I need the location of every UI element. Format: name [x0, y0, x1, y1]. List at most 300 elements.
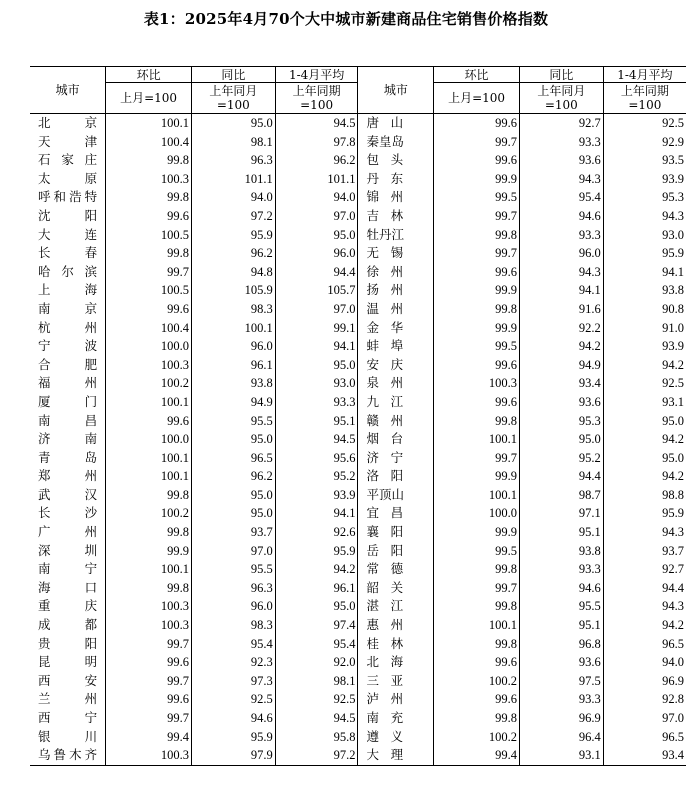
table-row — [30, 746, 686, 765]
avg-cell-left: 92.5 — [275, 690, 358, 709]
table-row — [30, 690, 686, 709]
mom-cell-right: 99.9 — [434, 170, 520, 189]
mom-cell-left: 99.6 — [106, 207, 192, 226]
city-cell-right: 金华 — [358, 319, 434, 338]
table-row — [30, 597, 686, 616]
table-row — [30, 486, 686, 505]
mom-cell-left: 100.5 — [106, 226, 192, 245]
avg-cell-right: 97.0 — [603, 709, 686, 728]
avg-cell-right: 96.5 — [603, 635, 686, 654]
yoy-cell-right: 93.3 — [519, 133, 603, 152]
table-row — [30, 151, 686, 170]
mom-cell-right: 99.8 — [434, 300, 520, 319]
city-cell-left: 西安 — [38, 672, 98, 688]
yoy-cell-right: 95.5 — [519, 597, 603, 616]
yoy-cell-right: 97.1 — [519, 504, 603, 523]
mom-cell-left: 99.7 — [106, 672, 192, 691]
mom-cell-right: 99.7 — [434, 449, 520, 468]
mom-cell-left: 100.1 — [106, 393, 192, 412]
city-cell-left: 郑州 — [38, 468, 98, 484]
table-row — [30, 226, 686, 245]
mom-cell-left: 100.1 — [106, 560, 192, 579]
header-avg-right: 1-4月平均 — [603, 67, 686, 83]
yoy-cell-right: 96.9 — [519, 709, 603, 728]
city-cell-right: 襄阳 — [358, 523, 434, 542]
yoy-cell-left: 95.0 — [191, 114, 275, 133]
avg-cell-left: 93.9 — [275, 486, 358, 505]
city-cell-left: 兰州 — [38, 691, 98, 707]
mom-cell-left: 100.0 — [106, 337, 192, 356]
city-cell-right: 惠州 — [358, 616, 434, 635]
mom-cell-right: 99.9 — [434, 319, 520, 338]
yoy-cell-right: 94.4 — [519, 467, 603, 486]
mom-cell-left: 99.7 — [106, 709, 192, 728]
yoy-cell-right: 95.1 — [519, 523, 603, 542]
mom-cell-right: 99.9 — [434, 281, 520, 300]
city-cell-right: 蚌埠 — [358, 337, 434, 356]
mom-cell-right: 99.8 — [434, 412, 520, 431]
mom-cell-left: 99.8 — [106, 188, 192, 207]
yoy-cell-left: 97.0 — [191, 542, 275, 561]
avg-cell-left: 97.8 — [275, 133, 358, 152]
yoy-cell-left: 96.2 — [191, 244, 275, 263]
city-cell-right: 三亚 — [358, 672, 434, 691]
avg-cell-left: 97.4 — [275, 616, 358, 635]
yoy-cell-right: 94.3 — [519, 170, 603, 189]
city-cell-left: 杭州 — [38, 319, 98, 335]
avg-cell-left: 95.0 — [275, 356, 358, 375]
city-cell-right: 常德 — [358, 560, 434, 579]
yoy-cell-right: 93.3 — [519, 560, 603, 579]
avg-cell-right: 92.7 — [603, 560, 686, 579]
city-cell-left: 武汉 — [38, 486, 98, 502]
city-cell-right: 北海 — [358, 653, 434, 672]
avg-cell-right: 92.5 — [603, 114, 686, 133]
city-cell-left: 合肥 — [38, 356, 98, 372]
avg-cell-right: 94.4 — [603, 579, 686, 598]
city-cell-left: 石家庄 — [38, 152, 98, 168]
avg-cell-left: 94.2 — [275, 560, 358, 579]
yoy-cell-right: 94.1 — [519, 281, 603, 300]
mom-cell-left: 100.4 — [106, 133, 192, 152]
avg-cell-right: 92.8 — [603, 690, 686, 709]
city-cell-right: 济宁 — [358, 449, 434, 468]
mom-cell-right: 99.5 — [434, 337, 520, 356]
table-row — [30, 300, 686, 319]
table-row — [30, 709, 686, 728]
avg-cell-left: 98.1 — [275, 672, 358, 691]
mom-cell-right: 99.5 — [434, 542, 520, 561]
yoy-cell-left: 98.3 — [191, 616, 275, 635]
table-row — [30, 504, 686, 523]
yoy-cell-left: 101.1 — [191, 170, 275, 189]
yoy-cell-right: 93.8 — [519, 542, 603, 561]
city-cell-right: 安庆 — [358, 356, 434, 375]
yoy-cell-left: 98.3 — [191, 300, 275, 319]
yoy-cell-right: 94.6 — [519, 207, 603, 226]
table-row — [30, 523, 686, 542]
city-cell-left: 福州 — [38, 375, 98, 391]
yoy-cell-left: 96.2 — [191, 467, 275, 486]
avg-cell-right: 93.7 — [603, 542, 686, 561]
mom-cell-right: 99.6 — [434, 114, 520, 133]
mom-cell-right: 99.7 — [434, 244, 520, 263]
avg-cell-right: 94.2 — [603, 467, 686, 486]
table-row — [30, 467, 686, 486]
mom-cell-left: 99.8 — [106, 486, 192, 505]
yoy-cell-right: 94.2 — [519, 337, 603, 356]
city-cell-right: 牡丹江 — [358, 226, 434, 245]
mom-cell-left: 100.1 — [106, 114, 192, 133]
table-row — [30, 170, 686, 189]
mom-cell-left: 99.6 — [106, 653, 192, 672]
city-cell-left: 青岛 — [38, 449, 98, 465]
avg-cell-right: 94.3 — [603, 597, 686, 616]
yoy-cell-left: 100.1 — [191, 319, 275, 338]
city-cell-right: 吉林 — [358, 207, 434, 226]
yoy-cell-left: 96.3 — [191, 579, 275, 598]
city-cell-left: 太原 — [38, 170, 98, 186]
mom-cell-left: 100.5 — [106, 281, 192, 300]
mom-cell-right: 99.6 — [434, 356, 520, 375]
avg-cell-right: 98.8 — [603, 486, 686, 505]
table-row — [30, 374, 686, 393]
mom-cell-left: 99.7 — [106, 263, 192, 282]
avg-cell-left: 94.1 — [275, 337, 358, 356]
yoy-cell-right: 91.6 — [519, 300, 603, 319]
mom-cell-left: 99.8 — [106, 523, 192, 542]
mom-cell-left: 100.3 — [106, 170, 192, 189]
city-cell-left: 南昌 — [38, 412, 98, 428]
mom-cell-right: 100.2 — [434, 672, 520, 691]
city-cell-right: 大理 — [358, 746, 434, 765]
city-cell-right: 扬州 — [358, 281, 434, 300]
header-yoy-right: 同比 — [519, 67, 603, 83]
mom-cell-right: 99.7 — [434, 207, 520, 226]
yoy-cell-right: 98.7 — [519, 486, 603, 505]
avg-cell-left: 95.0 — [275, 226, 358, 245]
city-cell-right: 岳阳 — [358, 542, 434, 561]
table-row — [30, 337, 686, 356]
avg-cell-left: 101.1 — [275, 170, 358, 189]
yoy-cell-left: 95.5 — [191, 560, 275, 579]
header-yoy-left: 同比 — [191, 67, 275, 83]
table-row — [30, 263, 686, 282]
mom-cell-right: 99.9 — [434, 523, 520, 542]
mom-cell-left: 100.1 — [106, 467, 192, 486]
avg-cell-right: 93.5 — [603, 151, 686, 170]
avg-cell-left: 92.6 — [275, 523, 358, 542]
yoy-cell-left: 95.4 — [191, 635, 275, 654]
city-cell-right: 包头 — [358, 151, 434, 170]
avg-cell-left: 97.0 — [275, 207, 358, 226]
table-row — [30, 728, 686, 747]
mom-cell-right: 99.6 — [434, 263, 520, 282]
city-cell-right: 泸州 — [358, 690, 434, 709]
avg-cell-left: 94.5 — [275, 114, 358, 133]
mom-cell-right: 99.6 — [434, 653, 520, 672]
mom-cell-right: 100.0 — [434, 504, 520, 523]
mom-cell-right: 99.8 — [434, 635, 520, 654]
mom-cell-left: 100.3 — [106, 356, 192, 375]
yoy-cell-left: 95.5 — [191, 412, 275, 431]
city-cell-left: 厦门 — [38, 393, 98, 409]
mom-cell-left: 99.6 — [106, 300, 192, 319]
table-row — [30, 393, 686, 412]
yoy-cell-right: 94.9 — [519, 356, 603, 375]
yoy-cell-right: 95.2 — [519, 449, 603, 468]
city-cell-right: 秦皇岛 — [358, 133, 434, 152]
avg-cell-left: 95.9 — [275, 542, 358, 561]
avg-cell-left: 92.0 — [275, 653, 358, 672]
city-cell-left: 济南 — [38, 431, 98, 447]
mom-cell-left: 100.0 — [106, 430, 192, 449]
avg-cell-right: 93.8 — [603, 281, 686, 300]
header-city-right: 城市 — [358, 67, 434, 114]
yoy-cell-right: 95.3 — [519, 412, 603, 431]
table-row — [30, 449, 686, 468]
mom-cell-right: 100.3 — [434, 374, 520, 393]
city-cell-left: 贵阳 — [38, 635, 98, 651]
table-row — [30, 207, 686, 226]
avg-cell-right: 96.5 — [603, 728, 686, 747]
mom-cell-right: 99.7 — [434, 579, 520, 598]
city-cell-right: 锦州 — [358, 188, 434, 207]
avg-cell-left: 95.4 — [275, 635, 358, 654]
yoy-cell-left: 93.7 — [191, 523, 275, 542]
city-cell-right: 韶关 — [358, 579, 434, 598]
header-mom-left: 环比 — [106, 67, 192, 83]
city-cell-right: 无锡 — [358, 244, 434, 263]
mom-cell-right: 99.6 — [434, 151, 520, 170]
avg-cell-left: 96.0 — [275, 244, 358, 263]
mom-cell-right: 99.5 — [434, 188, 520, 207]
header-mom-base-left: 上月=100 — [106, 83, 192, 114]
avg-cell-right: 95.0 — [603, 449, 686, 468]
yoy-cell-right: 93.6 — [519, 151, 603, 170]
avg-cell-right: 93.1 — [603, 393, 686, 412]
table-row — [30, 114, 686, 133]
table-title: 表1：2025年4月70个大中城市新建商品住宅销售价格指数 — [143, 10, 549, 28]
city-cell-right: 赣州 — [358, 412, 434, 431]
city-cell-right: 徐州 — [358, 263, 434, 282]
mom-cell-right: 99.6 — [434, 690, 520, 709]
yoy-cell-right: 96.0 — [519, 244, 603, 263]
avg-cell-right: 94.2 — [603, 356, 686, 375]
mom-cell-left: 100.2 — [106, 504, 192, 523]
table-row — [30, 616, 686, 635]
mom-cell-right: 100.1 — [434, 430, 520, 449]
table-row — [30, 244, 686, 263]
avg-cell-right: 91.0 — [603, 319, 686, 338]
avg-cell-right: 94.0 — [603, 653, 686, 672]
city-cell-left: 天津 — [38, 133, 98, 149]
mom-cell-left: 100.4 — [106, 319, 192, 338]
avg-cell-left: 94.5 — [275, 430, 358, 449]
avg-cell-left: 93.3 — [275, 393, 358, 412]
yoy-cell-left: 105.9 — [191, 281, 275, 300]
avg-cell-right: 93.9 — [603, 170, 686, 189]
city-cell-right: 洛阳 — [358, 467, 434, 486]
city-cell-right: 遵义 — [358, 728, 434, 747]
mom-cell-left: 99.6 — [106, 690, 192, 709]
avg-cell-left: 97.2 — [275, 746, 358, 765]
table-body — [30, 114, 686, 766]
yoy-cell-right: 93.6 — [519, 393, 603, 412]
mom-cell-right: 100.1 — [434, 616, 520, 635]
yoy-cell-right: 94.3 — [519, 263, 603, 282]
avg-cell-right: 94.1 — [603, 263, 686, 282]
city-cell-left: 广州 — [38, 524, 98, 540]
city-cell-left: 北京 — [38, 115, 98, 130]
yoy-cell-left: 94.6 — [191, 709, 275, 728]
city-cell-right: 丹东 — [358, 170, 434, 189]
mom-cell-left: 99.7 — [106, 635, 192, 654]
avg-cell-right: 92.9 — [603, 133, 686, 152]
city-cell-right: 桂林 — [358, 635, 434, 654]
avg-cell-left: 94.5 — [275, 709, 358, 728]
avg-cell-left: 95.8 — [275, 728, 358, 747]
avg-cell-left: 94.1 — [275, 504, 358, 523]
city-cell-left: 成都 — [38, 617, 98, 633]
avg-cell-left: 99.1 — [275, 319, 358, 338]
mom-cell-left: 100.3 — [106, 616, 192, 635]
city-cell-right: 九江 — [358, 393, 434, 412]
yoy-cell-right: 96.4 — [519, 728, 603, 747]
yoy-cell-left: 95.0 — [191, 486, 275, 505]
avg-cell-right: 94.3 — [603, 523, 686, 542]
table-row — [30, 653, 686, 672]
yoy-cell-right: 93.6 — [519, 653, 603, 672]
avg-cell-right: 94.3 — [603, 207, 686, 226]
mom-cell-left: 99.9 — [106, 542, 192, 561]
yoy-cell-right: 95.4 — [519, 188, 603, 207]
yoy-cell-left: 95.9 — [191, 226, 275, 245]
avg-cell-right: 95.3 — [603, 188, 686, 207]
city-cell-right: 烟台 — [358, 430, 434, 449]
table-row — [30, 188, 686, 207]
city-cell-left: 重庆 — [38, 598, 98, 614]
city-cell-right: 泉州 — [358, 374, 434, 393]
city-cell-right: 平顶山 — [358, 486, 434, 505]
avg-cell-left: 105.7 — [275, 281, 358, 300]
city-cell-left: 哈尔滨 — [38, 263, 98, 279]
price-index-table — [30, 66, 686, 766]
yoy-cell-right: 92.2 — [519, 319, 603, 338]
header-avg-base-left: 上年同期 =100 — [275, 83, 358, 114]
yoy-cell-left: 95.0 — [191, 430, 275, 449]
city-cell-right: 宜昌 — [358, 504, 434, 523]
mom-cell-right: 99.8 — [434, 226, 520, 245]
yoy-cell-left: 93.8 — [191, 374, 275, 393]
mom-cell-right: 100.1 — [434, 486, 520, 505]
mom-cell-left: 100.3 — [106, 597, 192, 616]
avg-cell-left: 94.4 — [275, 263, 358, 282]
yoy-cell-right: 93.3 — [519, 226, 603, 245]
avg-cell-right: 90.8 — [603, 300, 686, 319]
yoy-cell-left: 96.0 — [191, 597, 275, 616]
city-cell-left: 呼和浩特 — [38, 189, 98, 205]
mom-cell-left: 100.2 — [106, 374, 192, 393]
header-city-left: 城市 — [30, 67, 106, 114]
yoy-cell-left: 94.9 — [191, 393, 275, 412]
table-row — [30, 356, 686, 375]
avg-cell-left: 95.6 — [275, 449, 358, 468]
yoy-cell-right: 94.6 — [519, 579, 603, 598]
city-cell-left: 海口 — [38, 579, 98, 595]
yoy-cell-right: 93.1 — [519, 746, 603, 765]
avg-cell-left: 95.1 — [275, 412, 358, 431]
yoy-cell-left: 97.9 — [191, 746, 275, 765]
yoy-cell-left: 95.0 — [191, 504, 275, 523]
header-avg-base-right: 上年同期 =100 — [603, 83, 686, 114]
yoy-cell-left: 96.3 — [191, 151, 275, 170]
avg-cell-right: 93.0 — [603, 226, 686, 245]
avg-cell-right: 93.9 — [603, 337, 686, 356]
city-cell-left: 南宁 — [38, 561, 98, 577]
mom-cell-left: 100.3 — [106, 746, 192, 765]
yoy-cell-right: 96.8 — [519, 635, 603, 654]
yoy-cell-left: 96.1 — [191, 356, 275, 375]
yoy-cell-left: 96.5 — [191, 449, 275, 468]
header-mom-right: 环比 — [434, 67, 520, 83]
mom-cell-right: 100.2 — [434, 728, 520, 747]
city-cell-right: 南充 — [358, 709, 434, 728]
city-cell-left: 乌鲁木齐 — [30, 746, 106, 765]
mom-cell-left: 99.8 — [106, 579, 192, 598]
city-cell-left: 银川 — [38, 728, 98, 744]
mom-cell-left: 99.6 — [106, 412, 192, 431]
mom-cell-left: 99.4 — [106, 728, 192, 747]
city-cell-right: 温州 — [358, 300, 434, 319]
city-cell-left: 沈阳 — [38, 207, 98, 223]
avg-cell-right: 95.9 — [603, 504, 686, 523]
avg-cell-right: 94.2 — [603, 430, 686, 449]
table-row — [30, 542, 686, 561]
yoy-cell-right: 93.3 — [519, 690, 603, 709]
avg-cell-right: 95.0 — [603, 412, 686, 431]
mom-cell-right: 99.8 — [434, 709, 520, 728]
header-mom-base-right: 上月=100 — [434, 83, 520, 114]
yoy-cell-left: 98.1 — [191, 133, 275, 152]
avg-cell-right: 93.4 — [603, 746, 686, 765]
avg-cell-right: 92.5 — [603, 374, 686, 393]
yoy-cell-left: 94.0 — [191, 188, 275, 207]
table-row — [30, 579, 686, 598]
mom-cell-right: 99.9 — [434, 467, 520, 486]
yoy-cell-right: 92.7 — [519, 114, 603, 133]
yoy-cell-left: 97.3 — [191, 672, 275, 691]
city-cell-right: 湛江 — [358, 597, 434, 616]
avg-cell-left: 95.2 — [275, 467, 358, 486]
header-avg-left: 1-4月平均 — [275, 67, 358, 83]
header-yoy-base-left: 上年同月 =100 — [191, 83, 275, 114]
mom-cell-right: 99.8 — [434, 560, 520, 579]
mom-cell-left: 99.8 — [106, 151, 192, 170]
city-cell-left: 南京 — [38, 300, 98, 316]
header-yoy-base-right: 上年同月 =100 — [519, 83, 603, 114]
yoy-cell-left: 94.8 — [191, 263, 275, 282]
mom-cell-left: 99.8 — [106, 244, 192, 263]
yoy-cell-left: 97.2 — [191, 207, 275, 226]
avg-cell-right: 94.2 — [603, 616, 686, 635]
city-cell-left: 宁波 — [38, 338, 98, 354]
table-row — [30, 560, 686, 579]
yoy-cell-left: 92.5 — [191, 690, 275, 709]
avg-cell-left: 96.1 — [275, 579, 358, 598]
table-row — [30, 672, 686, 691]
city-cell-right: 唐山 — [358, 114, 434, 133]
